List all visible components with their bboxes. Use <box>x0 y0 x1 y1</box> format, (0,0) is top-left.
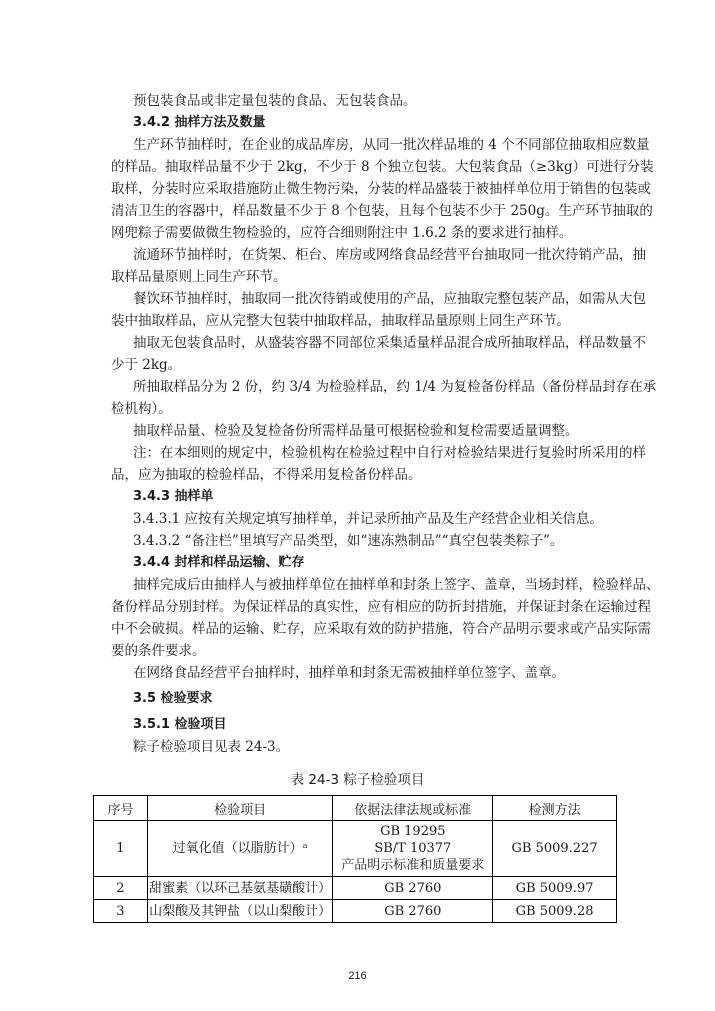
paragraph-line: 餐饮环节抽样时，抽取同一批次待销或使用的产品，应抽取完整包装产品，如需从大包 <box>133 291 646 307</box>
paragraph-line: 要的条件要求。 <box>111 643 206 659</box>
note-line: 注：在本细则的规定中，检验机构在检验过程中自行对检验结果进行复验时所采用的样 <box>133 445 646 461</box>
table-row <box>94 877 617 900</box>
header-basis: 依据法律法规或标准 <box>333 796 493 821</box>
paragraph-line: 预包装食品或非定量包装的食品、无包装食品。 <box>133 93 417 109</box>
page-number: 216 <box>348 970 367 982</box>
paragraph-line: 中不会破损。样品的运输、贮存，应采取有效的防护措施，符合产品明示要求或产品实际需 <box>111 621 651 637</box>
paragraph-line: 生产环节抽样时，在企业的成品库房，从同一批次样品堆的 4 个不同部位抽取相应数量 <box>133 137 650 153</box>
paragraph-line: 取样，分装时应采取措施防止微生物污染，分装的样品盛装于被抽样单位用于销售的包装或 <box>111 181 651 197</box>
paragraph-line: 备份样品分别封样。为保证样品的真实性，应有相应的防折封措施，并保证封条在运输过程 <box>111 599 651 615</box>
cell-basis <box>333 821 493 877</box>
cell-method: GB 5009.227 <box>493 821 617 877</box>
paragraph-line: 装中抽取样品，应从完整大包装中抽取样品，抽取样品量原则上同生产环节。 <box>111 313 570 329</box>
cell-basis: GB 2760 <box>333 900 493 923</box>
cell-no: 2 <box>94 877 148 900</box>
cell-no: 1 <box>94 821 148 877</box>
basis-line: GB 19295 <box>380 824 446 839</box>
table-row <box>94 821 617 877</box>
inspection-items-table <box>93 795 617 923</box>
table-row <box>94 900 617 923</box>
header-item: 检验项目 <box>147 796 333 821</box>
section-heading-3-5: 3.5 检验要求 <box>133 691 213 706</box>
paragraph-line: 所抽取样品分为 2 份，约 3/4 为检验样品，约 1/4 为复检备份样品（备份样品封存在承 <box>133 379 657 395</box>
section-heading-3-5-1: 3.5.1 检验项目 <box>133 717 227 732</box>
header-method: 检测方法 <box>493 796 617 821</box>
table-caption: 表 24-3 粽子检验项目 <box>290 772 425 788</box>
paragraph-line: 抽样完成后由抽样人与被抽样单位在抽样单和封条上签字、盖章，当场封样，检验样品、 <box>133 577 660 593</box>
header-no: 序号 <box>94 796 148 821</box>
paragraph-line: 抽取无包装食品时，从盛装容器不同部位采集适量样品混合成所抽取样品，样品数量不 <box>133 335 646 351</box>
paragraph-line: 流通环节抽样时，在货架、柜台、库房或网络食品经营平台抽取同一批次待销产品，抽 <box>133 247 646 263</box>
cell-method: GB 5009.97 <box>493 877 617 900</box>
section-heading-3-4-4: 3.4.4 封样和样品运输、贮存 <box>133 555 305 570</box>
section-heading-3-4-2: 3.4.2 抽样方法及数量 <box>133 115 266 130</box>
cell-no: 3 <box>94 900 148 923</box>
paragraph-line: 在网络食品经营平台抽样时，抽样单和封条无需被抽样单位签字、盖章。 <box>133 665 565 681</box>
table-header-row <box>94 796 617 821</box>
note-line: 品，应为抽取的检验样品，不得采用复检备份样品。 <box>111 467 422 483</box>
paragraph-line: 少于 2kg。 <box>111 357 182 373</box>
paragraph-line: 粽子检验项目见表 24-3。 <box>133 739 290 755</box>
basis-line: 产品明示标准和质量要求 <box>341 858 485 873</box>
cell-item: 过氧化值（以脂肪计）ᵃ <box>147 821 333 877</box>
paragraph-line: 的样品。抽取样品量不少于 2kg，不少于 8 个独立包装。大包装食品（≥3kg）可进行分装 <box>111 159 654 175</box>
cell-basis: GB 2760 <box>333 877 493 900</box>
paragraph-line: 3.4.3.2 “备注栏”里填写产品类型，如“速冻熟制品”“真空包装类粽子”。 <box>133 533 564 549</box>
paragraph-line: 抽取样品量、检验及复检备份所需样品量可根据检验和复检需要适量调整。 <box>133 423 579 439</box>
paragraph-line: 取样品量原则上同生产环节。 <box>111 269 287 285</box>
paragraph-line: 网兜粽子需要做微生物检验的，应符合细则附注中 1.6.2 条的要求进行抽样。 <box>111 225 573 241</box>
cell-method: GB 5009.28 <box>493 900 617 923</box>
paragraph-line: 清洁卫生的容器中，样品数量不少于 8 个包装，且每个包装不少于 250g。生产环节抽取的 <box>111 203 653 219</box>
basis-line: SB/T 10377 <box>374 841 452 856</box>
paragraph-line: 3.4.3.1 应按有关规定填写抽样单，并记录所抽产品及生产经营企业相关信息。 <box>133 511 604 527</box>
section-heading-3-4-3: 3.4.3 抽样单 <box>133 489 214 504</box>
cell-item: 山梨酸及其钾盐（以山梨酸计） <box>147 900 333 923</box>
cell-item: 甜蜜素（以环己基氨基磺酸计） <box>147 877 333 900</box>
paragraph-line: 检机构）。 <box>111 401 172 417</box>
